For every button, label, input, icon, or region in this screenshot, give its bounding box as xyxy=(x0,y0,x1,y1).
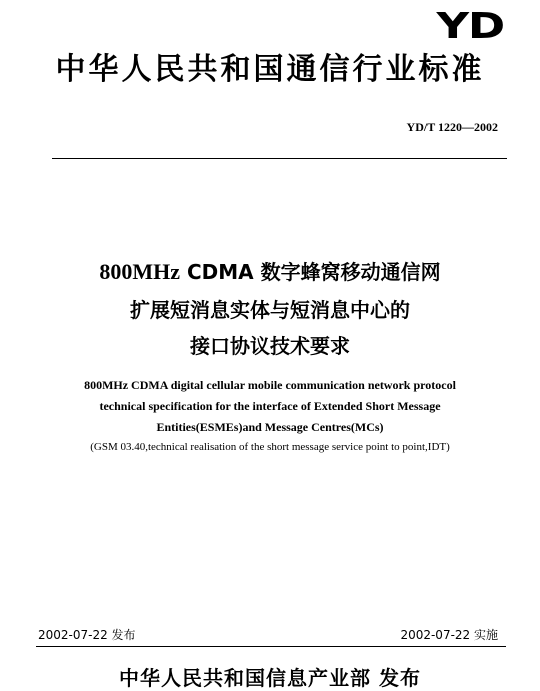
issuer-line: 中华人民共和国信息产业部 发布 xyxy=(119,666,421,690)
english-subtitle: (GSM 03.40,technical realisation of the short message service point to point,IDT) xyxy=(90,441,450,453)
english-title-line-1: 800MHz CDMA digital cellular mobile communication network protocol xyxy=(84,378,456,392)
chinese-title-line-3: 接口协议技术要求 xyxy=(190,334,350,358)
footer-divider xyxy=(36,646,506,647)
yd-logo: YD xyxy=(436,6,504,47)
english-title-line-2: technical specification for the interface of Extended Short Message xyxy=(99,399,441,413)
standard-number: YD/T 1220—2002 xyxy=(406,120,498,134)
implement-date: 2002-07-22 实施 xyxy=(400,628,498,642)
english-title-line-3: Entities(ESMEs)and Message Centres(MCs) xyxy=(156,420,384,434)
chinese-title-line-1 xyxy=(0,258,540,286)
chinese-title-line-1-rest: CDMA 数字蜂窝移动通信网 xyxy=(187,260,441,284)
chinese-title-line-2: 扩展短消息实体与短消息中心的 xyxy=(130,298,410,322)
publish-date: 2002-07-22 发布 xyxy=(38,628,136,642)
chinese-title-line-1-prefix: 800MHz xyxy=(99,259,181,284)
issuing-body-title: 中华人民共和国通信行业标准 xyxy=(55,52,485,87)
header-divider xyxy=(52,158,507,159)
